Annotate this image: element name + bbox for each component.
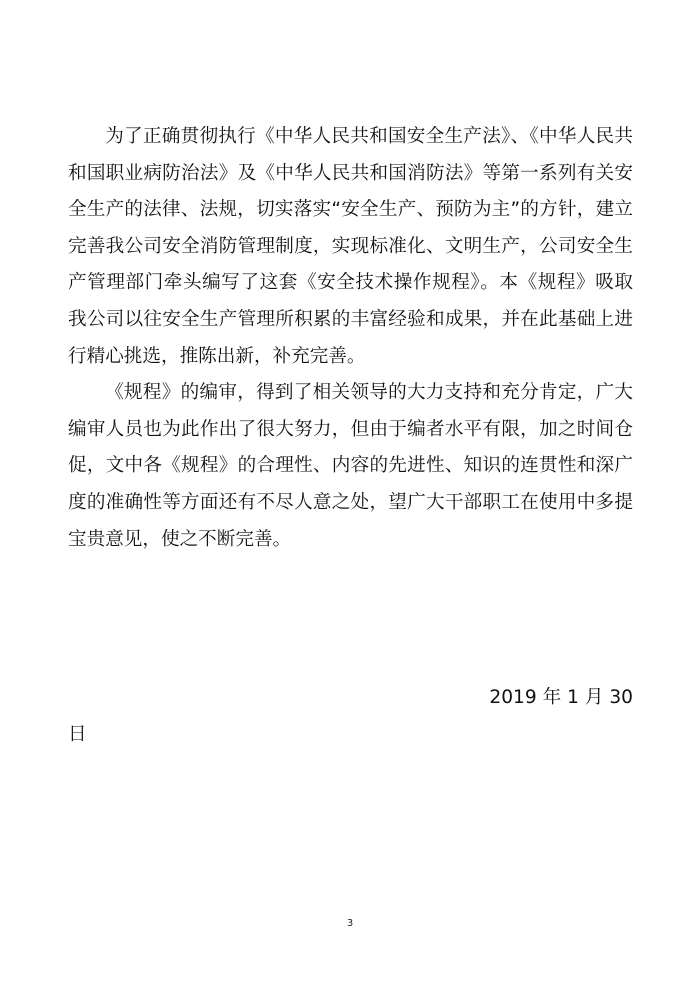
signature-date (68, 680, 633, 753)
paragraph-preface-purpose: 为了正确贯彻执行《中华人民共和国安全生产法》、《中华人民共和国职业病防治法》及《中华人民共和国消防法》等第一系列有关安全生产的法律、法规，切实落实“安全生产、预防为主”的方针，建立完善我公司安全消防管理制度，实现标准化、文明生产，公司安全生产管理部门牵头编写了这套《安全技术操作规程》。本《规程》吸取我公司以往安全生产管理所积累的丰富经验和成果，并在此基础上进行精心挑选，推陈出新，补充完善。 (68, 126, 633, 367)
paragraph-preface-acknowledgement: 《规程》的编审，得到了相关领导的大力支持和充分肯定，广大编审人员也为此作出了很大努力，但由于编者水平有限，加之时间仓促，文中各《规程》的合理性、内容的先进性、知识的连贯性和深广度的准确性等方面还有不尽人意之处，望广大干部职工在使用中多提宝贵意见，使之不断完善。 (68, 382, 633, 550)
date-day-suffix: 日 (68, 723, 87, 745)
page-number: 3 (346, 918, 354, 929)
date-year-month-day: 2019 年 1 月 30 (489, 687, 633, 708)
document-body (68, 119, 633, 558)
